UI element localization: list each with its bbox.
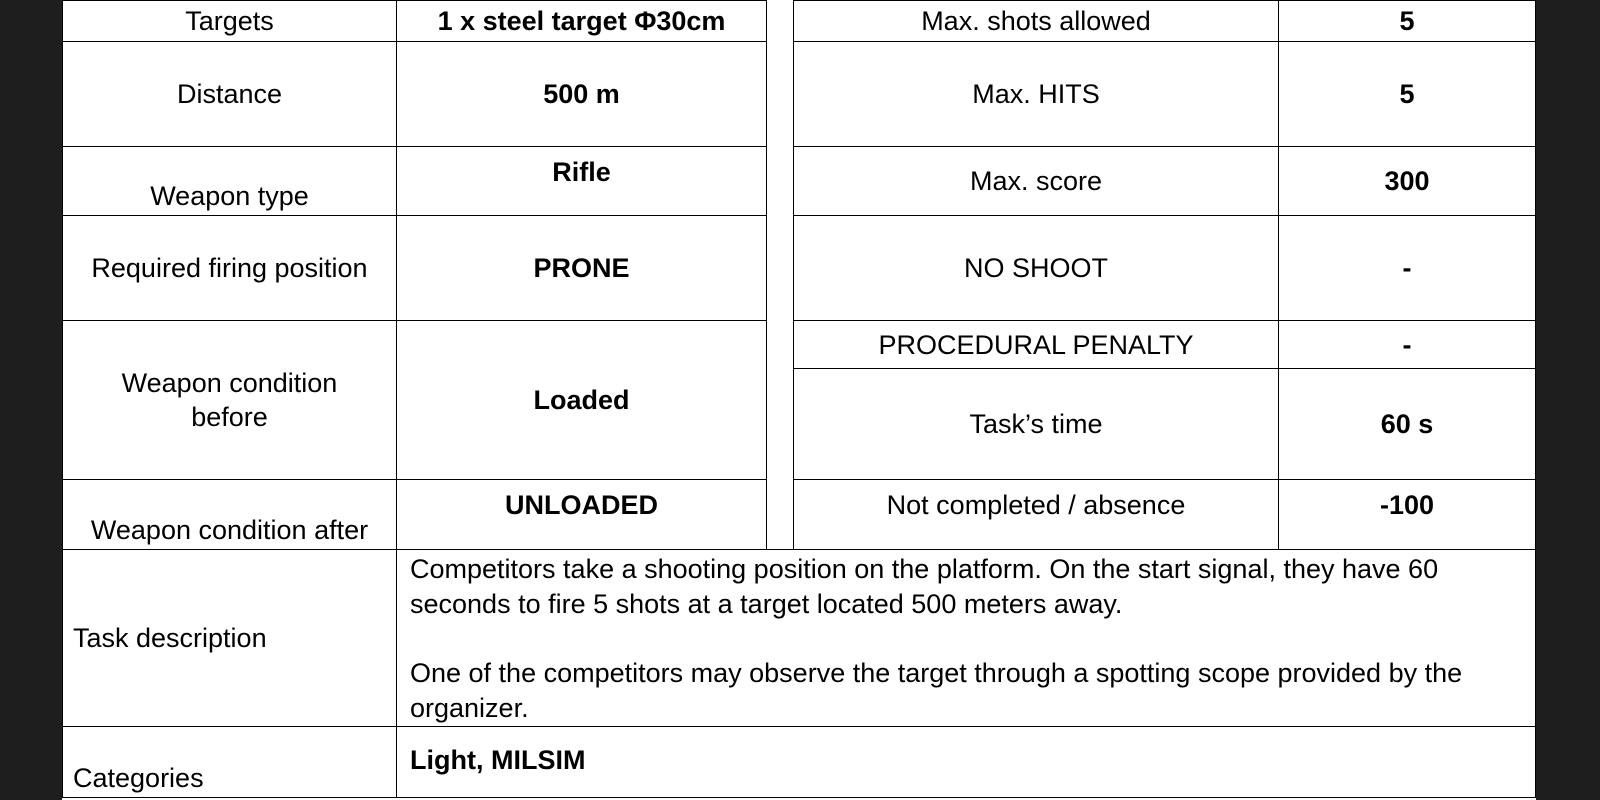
task-time-label: Task’s time: [793, 368, 1279, 480]
condition-after-label: Weapon condition after: [62, 479, 397, 550]
procedural-penalty-value: -: [1278, 320, 1536, 369]
categories-label: Categories: [62, 726, 397, 798]
task-description-label: Task description: [62, 549, 397, 727]
max-score-value: 300: [1278, 146, 1536, 216]
categories-value: Light, MILSIM: [396, 726, 1536, 798]
condition-before-value: Loaded: [396, 320, 767, 480]
firing-position-label: Required firing position: [62, 215, 397, 321]
procedural-penalty-label: PROCEDURAL PENALTY: [793, 320, 1279, 369]
no-shoot-label: NO SHOOT: [793, 215, 1279, 321]
no-shoot-value: -: [1278, 215, 1536, 321]
max-hits-value: 5: [1278, 41, 1536, 147]
firing-position-value: PRONE: [396, 215, 767, 321]
task-description-paragraph-1: Competitors take a shooting position on the platform. On the start signal, they have 60 seconds to fire 5 shots at a target located 500 meters away.: [410, 554, 1439, 619]
weapon-type-value: Rifle: [396, 146, 767, 216]
weapon-type-label: Weapon type: [62, 146, 397, 216]
distance-value: 500 m: [396, 41, 767, 147]
targets-value: 1 x steel target Φ30cm: [396, 0, 767, 42]
task-time-value: 60 s: [1278, 368, 1536, 480]
not-completed-value: -100: [1278, 479, 1536, 550]
not-completed-label: Not completed / absence: [793, 479, 1279, 550]
targets-label: Targets: [62, 0, 397, 42]
max-shots-label: Max. shots allowed: [793, 0, 1279, 42]
condition-after-value: UNLOADED: [396, 479, 767, 550]
task-sheet: [62, 0, 1536, 800]
max-hits-label: Max. HITS: [793, 41, 1279, 147]
task-description-text: [396, 549, 1536, 727]
condition-before-label: Weapon condition before: [62, 320, 397, 480]
max-score-label: Max. score: [793, 146, 1279, 216]
distance-label: Distance: [62, 41, 397, 147]
max-shots-value: 5: [1278, 0, 1536, 42]
task-description-paragraph-2: One of the competitors may observe the target through a spotting scope provided by the organizer.: [410, 658, 1463, 723]
